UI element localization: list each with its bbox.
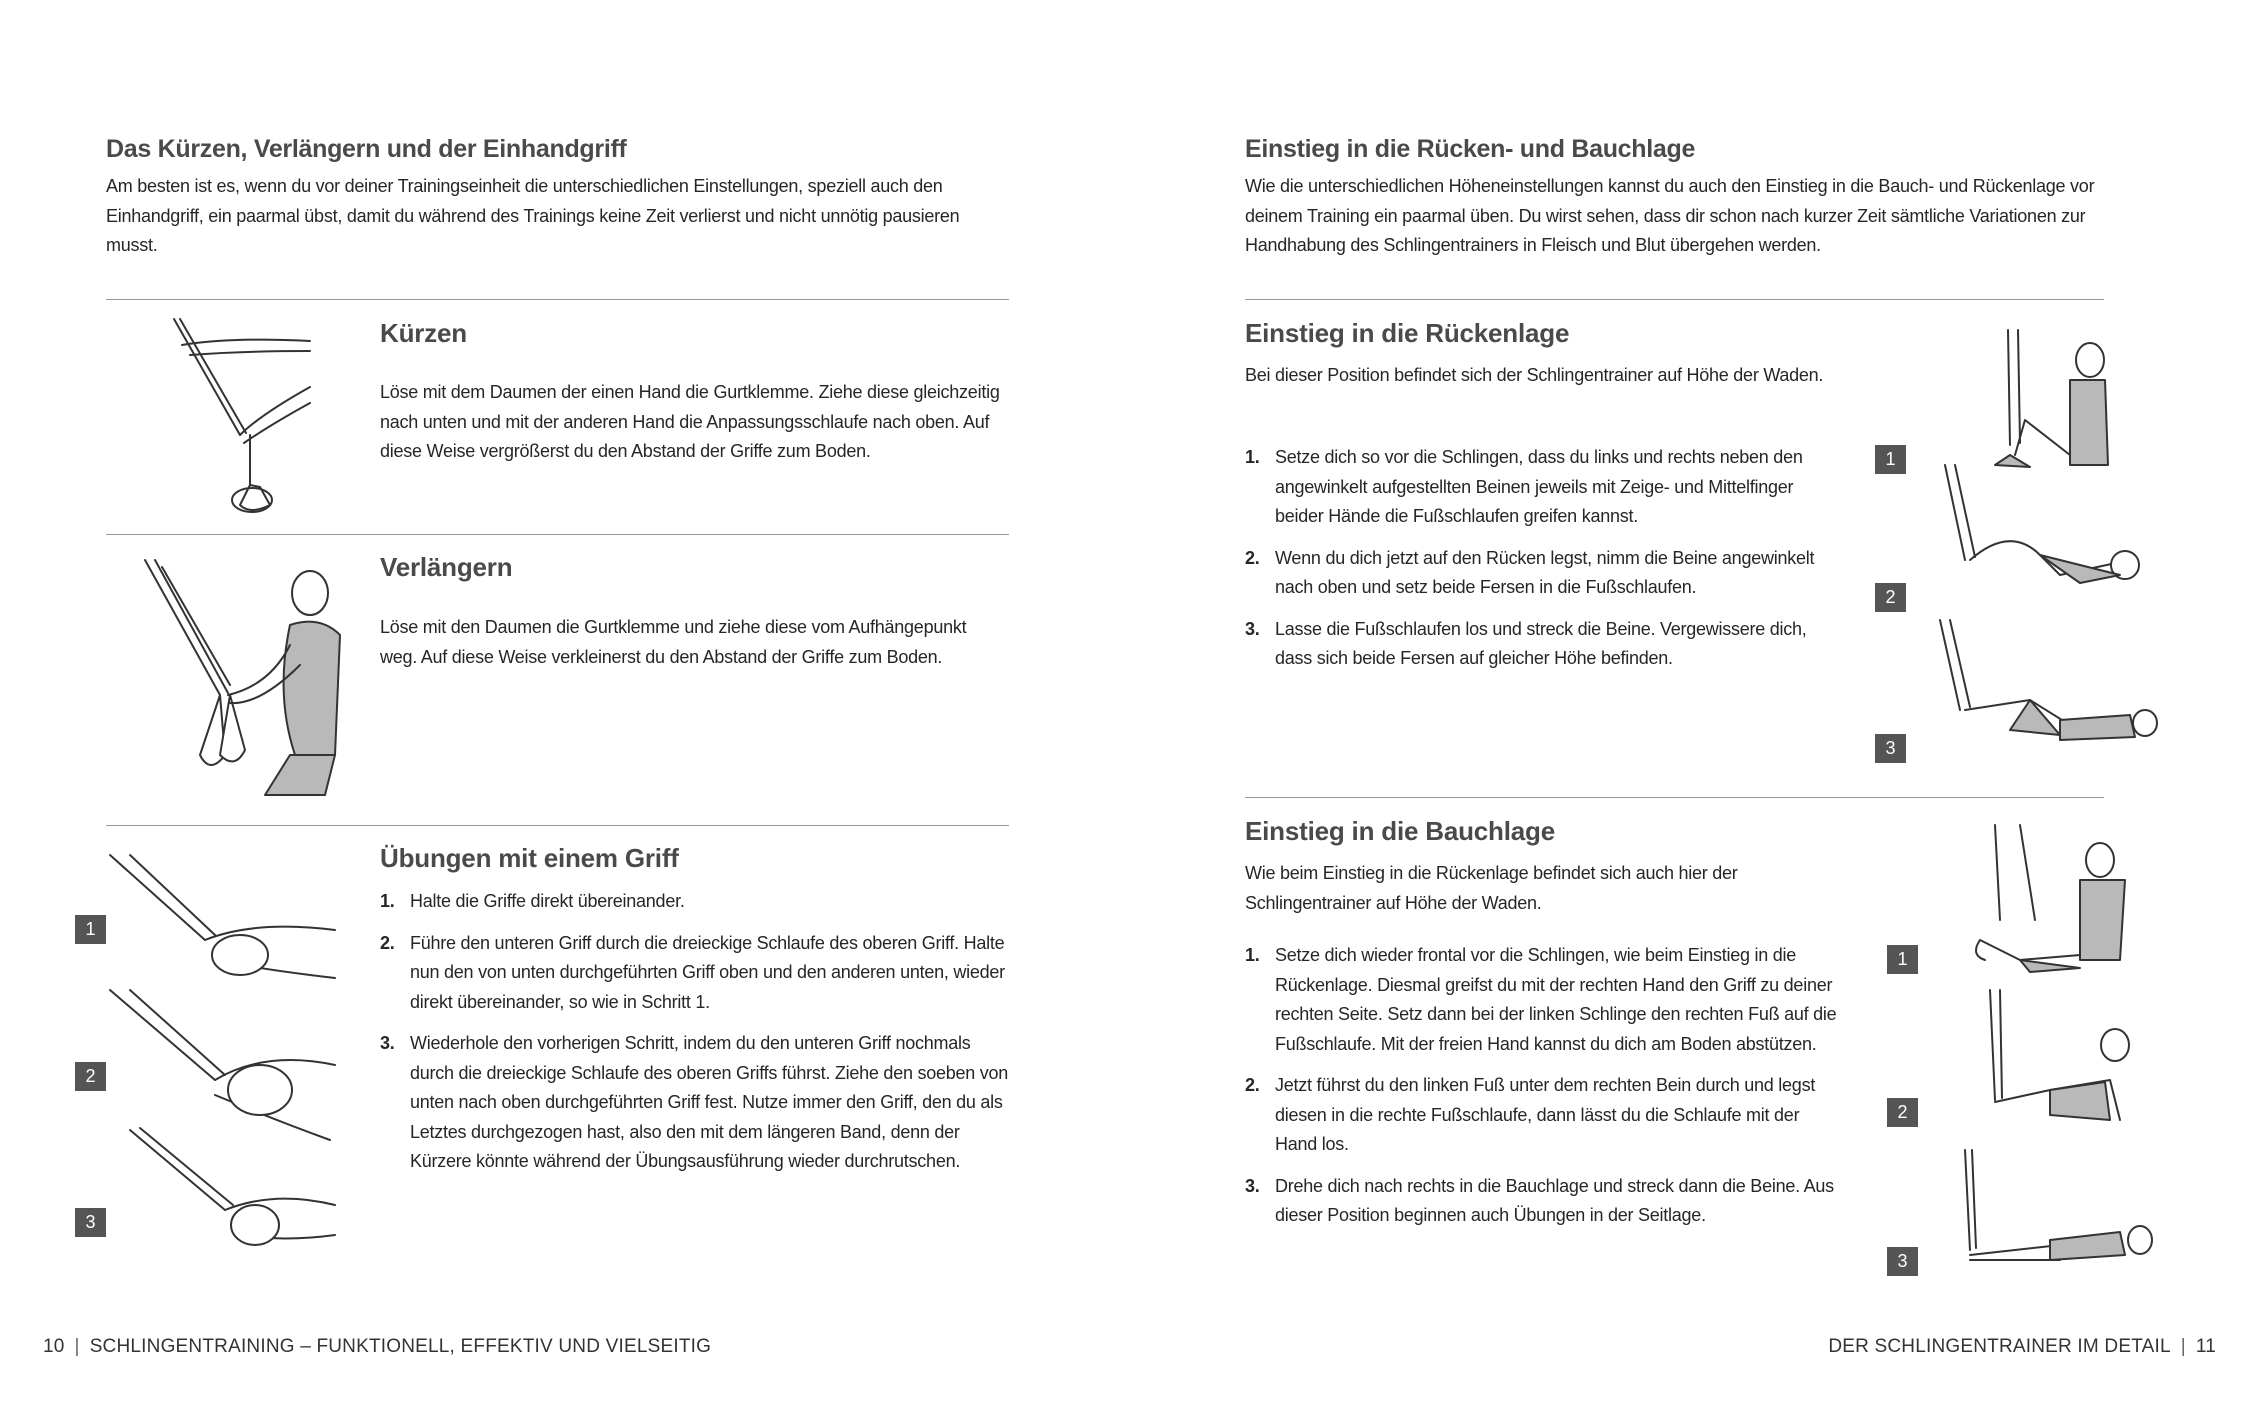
step-badge: 2 [1887, 1098, 1918, 1127]
list-item: 1. Halte die Griffe direkt übereinander. [380, 891, 685, 911]
step-badge: 1 [75, 915, 106, 944]
list-item: 3. Wiederhole den vorherigen Schritt, indem du den unteren Griff nochmals durch die dreieckige Schlaufe des oberen Griffs führst. Ziehe den soeben von unten nach oben durchgeführten Griff fest. Nutze immer den Griff, den du als Letztes durchgezogen hast, also den mit dem längeren Band, denn der Kürzere könnte während der Übungsausführung wieder durchrutschen. [380, 1033, 1009, 1171]
page-number: 10 [43, 1336, 65, 1357]
rueckenlage-title: Einstieg in die Rückenlage [1245, 318, 1570, 348]
prone-position-steps-illustration [1940, 820, 2170, 1280]
kuerzen-text: Löse mit dem Daumen der einen Hand die Gurtklemme. Ziehe diese gleichzeitig nach unten und mit der anderen Hand die Anpassungsschlaufe nach oben. Auf diese Weise vergrößerst du den Abstand der Griffe zum Boden. [380, 382, 1000, 461]
one-handle-steps-illustration [105, 850, 340, 1260]
bauchlage-title: Einstieg in die Bauchlage [1245, 816, 1555, 846]
list-item: 1. Setze dich so vor die Schlingen, dass du links und rechts neben den angewinkelt aufgestellten Beinen jeweils mit Zeige- und Mittelfinger beider Hände die Fußschlaufen greifen kannst. [1245, 447, 1803, 526]
list-item: 3. Lasse die Fußschlaufen los und streck die Beine. Vergewissere dich, dass sich beide Fersen auf gleicher Höhe befinden. [1245, 618, 1807, 668]
left-page-heading: Das Kürzen, Verlängern und der Einhandgriff [106, 135, 627, 163]
left-page-intro: Am besten ist es, wenn du vor deiner Trainingseinheit die unterschiedlichen Einstellungen, speziell auch den Einhandgriff, ein paarmal übst, damit du während des Trainings keine Zeit verlierst und nicht unnötig pausieren musst. [106, 176, 960, 255]
einhand-title: Übungen mit einem Griff [380, 843, 679, 873]
kuerzen-title: Kürzen [380, 318, 467, 348]
step-badge: 2 [1875, 583, 1906, 612]
step-badge: 3 [1875, 734, 1906, 763]
rueckenlage-intro: Bei dieser Position befindet sich der Schlingentrainer auf Höhe der Waden. [1245, 365, 1824, 385]
step-badge: 3 [1887, 1247, 1918, 1276]
list-item: 1. Setze dich wieder frontal vor die Schlingen, wie beim Einstieg in die Rückenlage. Diesmal greifst du mit der rechten Hand den Griff zu deiner rechten Seite. Setz dann bei der linken Schlinge den rechten Fuß auf die Fußschlaufe. Mit der freien Hand kannst du dich am Boden abstützen. [1245, 945, 1837, 1054]
step-badge: 3 [75, 1208, 106, 1237]
einhand-steps-list [380, 887, 1010, 1189]
right-page-heading: Einstieg in die Rücken- und Bauchlage [1245, 135, 1696, 163]
verlaengern-title: Verlängern [380, 552, 513, 582]
right-page-intro: Wie die unterschiedlichen Höheneinstellungen kannst du auch den Einstieg in die Bauch- und Rückenlage vor deinem Training ein paarmal üben. Du wirst sehen, dass dir schon nach kurzer Zeit sämtliche Variationen zur Handhabung des Schlingentrainers in Fleisch und Blut übergehen werden. [1245, 176, 2095, 255]
page-number: 11 [2195, 1336, 2216, 1357]
list-item: 2. Wenn du dich jetzt auf den Rücken legst, nimm die Beine angewinkelt nach oben und setz beide Fersen in die Fußschlaufen. [1245, 547, 1815, 597]
left-footer: 10 | SCHLINGENTRAINING – FUNKTIONELL, EFFEKTIV UND VIELSEITIG [43, 1336, 712, 1357]
list-item: 2. Führe den unteren Griff durch die dreieckige Schlaufe des oberen Griff. Halte nun den von unten durchgeführten Griff oben und den anderen unten, wieder direkt übereinander, so wie in Schritt 1. [380, 932, 1005, 1012]
divider [1245, 797, 2104, 798]
step-badge: 2 [75, 1062, 106, 1091]
bauchlage-intro: Wie beim Einstieg in die Rückenlage befindet sich auch hier der Schlingentrainer auf Höhe der Waden. [1245, 863, 1738, 913]
right-footer: DER SCHLINGENTRAINER IM DETAIL | 11 [1828, 1336, 2216, 1357]
shorten-strap-illustration [170, 315, 320, 510]
running-title: SCHLINGENTRAINING – FUNKTIONELL, EFFEKTIV UND VIELSEITIG [89, 1336, 712, 1357]
list-item: 3. Drehe dich nach rechts in die Bauchlage und streck dann die Beine. Aus dieser Position beginnen auch Übungen in der Seitlage. [1245, 1175, 1834, 1225]
divider [106, 825, 1009, 826]
divider [106, 299, 1009, 300]
verlaengern-text: Löse mit den Daumen die Gurtklemme und ziehe diese vom Aufhängepunkt weg. Auf diese Weise verkleinerst du den Abstand der Griffe zum Boden. [380, 617, 967, 667]
running-title: DER SCHLINGENTRAINER IM DETAIL [1828, 1336, 2171, 1357]
lengthen-strap-illustration [140, 555, 340, 800]
list-item: 2. Jetzt führst du den linken Fuß unter dem rechten Bein durch und legst diesen in die rechte Fußschlaufe, dann lässt du die Schlaufe mit der Hand los. [1245, 1075, 1816, 1154]
bauchlage-steps-list [1245, 941, 1845, 1243]
divider [106, 534, 1009, 535]
step-badge: 1 [1875, 445, 1906, 474]
back-position-steps-illustration [1920, 325, 2160, 765]
step-badge: 1 [1887, 945, 1918, 974]
divider [1245, 299, 2104, 300]
rueckenlage-steps-list [1245, 443, 1825, 686]
